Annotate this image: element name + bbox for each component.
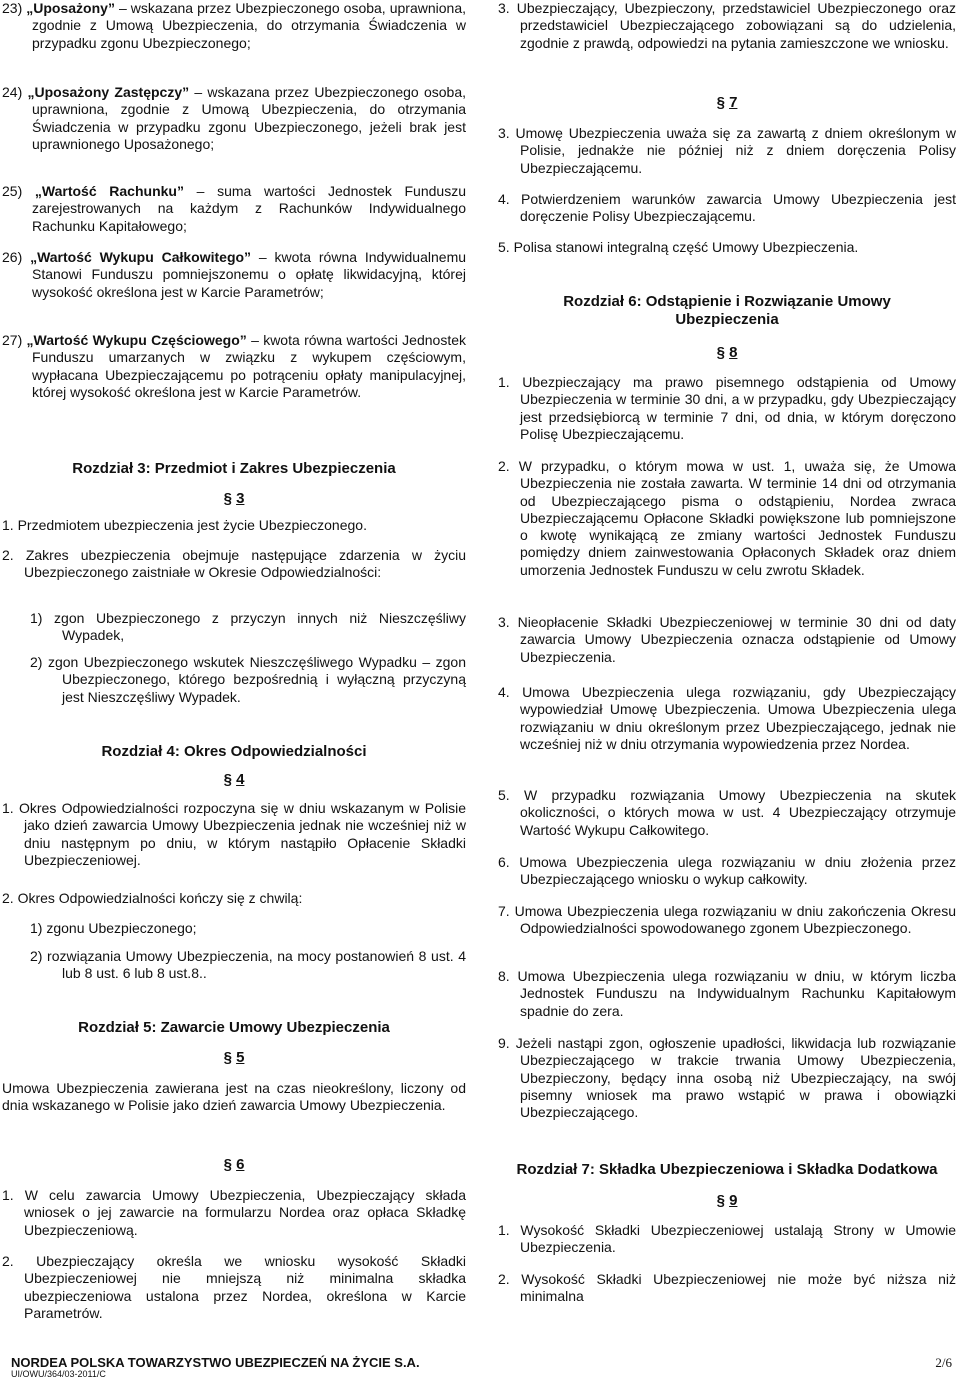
section-6-heading: § 6 [223, 1156, 245, 1173]
s6-para-3: 3. Ubezpieczający, Ubezpieczony, przedstawiciel Ubezpieczonego oraz przedstawiciel Ubezpieczającego zobowiązani są do udzielenia, zgodnie z prawdą, odpowiedzi na pytania zamieszczone we wniosku. [498, 0, 956, 51]
section-8-heading: § 8 [716, 344, 738, 361]
chapter-7-title: Rozdział 7: Składka Ubezpieczeniowa i Składka Dodatkowa [516, 1161, 938, 1178]
s6-para-2: 2. Ubezpieczający określa we wniosku wysokość Składki Ubezpieczeniowej nie mniejszą niż minimalna składka ubezpieczeniowa ustalona przez Nordea, określona w Karcie Parametrów. [2, 1253, 466, 1321]
ch4-para-2-item-1: 1) zgonu Ubezpieczonego; [30, 920, 197, 936]
s7-para-4: 4. Potwierdzeniem warunków zawarcia Umowy Ubezpieczenia jest doręczenie Polisy Ubezpieczającemu. [498, 191, 956, 225]
definition-24: 24) „Uposażony Zastępczy” – wskazana przez Ubezpieczonego osoba, uprawniona, zgodnie z Umową Ubezpieczenia, do otrzymania Świadczenia w przypadku zgonu Ubezpieczonego, jeżeli brak jest uprawnionego Uposażonego; [2, 84, 466, 152]
ch5-para: Umowa Ubezpieczenia zawierana jest na czas nieokreślony, liczony od dnia wskazanego w Polisie jako dzień zawarcia Umowy Ubezpieczenia. [2, 1080, 466, 1114]
s8-para-8: 8. Umowa Ubezpieczenia ulega rozwiązaniu w dniu, w którym liczba Jednostek Funduszu na Indywidualnym Rachunku Kapitałowym spadnie do zera. [498, 968, 956, 1019]
ch4-para-2: 2. Okres Odpowiedzialności kończy się z chwilą: [2, 890, 303, 906]
s8-para-4: 4. Umowa Ubezpieczenia ulega rozwiązaniu, gdy Ubezpieczający wypowiedział Umowę Ubezpieczenia. Umowa Ubezpieczenia ulega rozwiązaniu w dniu określonym przez Ubezpieczającego, jednak nie wcześniej niż w dniu otrzymania wypowiedzenia przez Nordea. [498, 684, 956, 752]
page-number: 2/6 [935, 1355, 952, 1370]
ch3-para-2-item-2: 2) zgon Ubezpieczonego wskutek Nieszczęśliwego Wypadku – zgon Ubezpieczonego, którego bezpośrednią i wyłączną przyczyną jest Nieszczęśliwy Wypadek. [30, 654, 466, 705]
s7-para-5: 5. Polisa stanowi integralną część Umowy Ubezpieczenia. [498, 239, 859, 255]
s8-para-7: 7. Umowa Ubezpieczenia ulega rozwiązaniu w dniu zakończenia Okresu Odpowiedzialności spowodowanego zgonem Ubezpieczonego. [498, 903, 956, 937]
s9-para-1: 1. Wysokość Składki Ubezpieczeniowej ustalają Strony w Umowie Ubezpieczenia. [498, 1222, 956, 1256]
definition-26: 26) „Wartość Wykupu Całkowitego” – kwota równa Indywidualnemu Stanowi Funduszu pomniejszonemu o opłatę likwidacyjną, której wysokość określona jest w Karcie Parametrów; [2, 249, 467, 300]
s8-para-9: 9. Jeżeli nastąpi zgon, ogłoszenie upadłości, likwidacja lub rozwiązanie Ubezpieczającego w trakcie trwania Umowy Ubezpieczenia, Ubezpieczony, będący inna osobą niż Ubezpieczający, na swój pisemny wniosek ma prawo wstąpić w prawa i obowiązki Ubezpieczającego. [498, 1035, 956, 1121]
s8-para-3: 3. Nieopłacenie Składki Ubezpieczeniowej w terminie 30 dni od daty zawarcia Umowy Ubezpieczenia oznacza odstąpienie od Umowy Ubezpieczenia. [498, 614, 956, 665]
s8-para-2: 2. W przypadku, o którym mowa w ust. 1, uważa się, że Umowa Ubezpieczenia nie została zawarta. W terminie 14 dni od otrzymania od Ubezpieczającego pisma o odstąpieniu, Nordea zwraca Ubezpieczającemu Opłacone Składki powiększone lub pomniejszone o kwotę wynikającą ze zmiany wartości Jednostek Funduszu pomiędzy dniem zainwestowania Opłaconych Składek oraz dniem umorzenia Jednostek Funduszu w celu zwrotu Składek. [498, 458, 956, 578]
chapter-3-title: Rozdział 3: Przedmiot i Zakres Ubezpieczenia [72, 460, 396, 477]
footer-document-code: UI/OWU/364/03-2011/C [11, 1369, 106, 1379]
section-3-heading: § 3 [223, 490, 245, 507]
ch3-para-2: 2. Zakres ubezpieczenia obejmuje następujące zdarzenia w życiu Ubezpieczonego zaistniałe w Okresie Odpowiedzialności: [2, 547, 466, 581]
s7-para-3: 3. Umowę Ubezpieczenia uważa się za zawartą z dniem określonym w Polisie, jednakże nie później niż z dniem doręczenia Polisy Ubezpieczającemu. [498, 125, 956, 176]
ch4-para-2-item-2: 2) rozwiązania Umowy Ubezpieczenia, na mocy postanowień 8 ust. 4 lub 8 ust. 6 lub 8 ust.8.. [30, 948, 466, 982]
section-9-heading: § 9 [716, 1192, 738, 1209]
s8-para-6: 6. Umowa Ubezpieczenia ulega rozwiązaniu w dniu złożenia przez Ubezpieczającego wniosku o wykup całkowity. [498, 854, 956, 888]
chapter-6-title: Rozdział 6: Odstąpienie i Rozwiązanie Umowy Ubezpieczenia [563, 293, 891, 328]
section-4-heading: § 4 [223, 771, 245, 788]
s9-para-2: 2. Wysokość Składki Ubezpieczeniowej nie może być niższa niż minimalna [498, 1271, 956, 1305]
definition-25: 25) „Wartość Rachunku” – suma wartości Jednostek Funduszu zarejestrowanych na każdym z Rachunków Indywidualnego Rachunku Kapitałowego; [2, 183, 466, 234]
section-5-heading: § 5 [223, 1049, 245, 1066]
section-7-heading: § 7 [716, 94, 738, 111]
definition-23: 23) „Uposażony” – wskazana przez Ubezpieczonego osoba, uprawniona, zgodnie z Umową Ubezpieczenia, do otrzymania Świadczenia w przypadku zgonu Ubezpieczonego; [2, 0, 466, 51]
footer-company-name: NORDEA POLSKA TOWARZYSTWO UBEZPIECZEŃ NA ŻYCIE S.A. [11, 1355, 420, 1370]
ch3-para-1: 1. Przedmiotem ubezpieczenia jest życie Ubezpieczonego. [2, 517, 367, 533]
chapter-4-title: Rozdział 4: Okres Odpowiedzialności [101, 743, 367, 760]
s8-para-1: 1. Ubezpieczający ma prawo pisemnego odstąpienia od Umowy Ubezpieczenia w terminie 30 dni, a w przypadku, gdy Ubezpieczający jest przedsiębiorcą w terminie 7 dni, od dnia, w którym doręczono Polisę Ubezpieczającemu. [498, 374, 956, 442]
s8-para-5: 5. W przypadku rozwiązania Umowy Ubezpieczenia na skutek okoliczności, o których mowa w ust. 4 Ubezpieczający otrzymuje Wartość Wykupu Całkowitego. [498, 787, 956, 838]
ch4-para-1: 1. Okres Odpowiedzialności rozpoczyna się w dniu wskazanym w Polisie jako dzień zawarcia Umowy Ubezpieczenia jednak nie wcześniej niż w dniu następnym po dniu, w którym nastąpiło Opłacenie Składki Ubezpieczeniowej. [2, 800, 466, 868]
s6-para-1: 1. W celu zawarcia Umowy Ubezpieczenia, Ubezpieczający składa wniosek o jej zawarcie na formularzu Nordea oraz opłaca Składkę Ubezpieczeniową. [2, 1187, 466, 1238]
definition-27: 27) „Wartość Wykupu Częściowego” – kwota równa wartości Jednostek Funduszu umarzanych w związku z wykupem częściowym, wypłacana Ubezpieczającemu po potrąceniu opłaty manipulacyjnej, której wysokość określona jest w Karcie Parametrów. [2, 332, 466, 400]
chapter-5-title: Rozdział 5: Zawarcie Umowy Ubezpieczenia [78, 1019, 390, 1036]
ch3-para-2-item-1: 1) zgon Ubezpieczonego z przyczyn innych niż Nieszczęśliwy Wypadek, [30, 610, 466, 644]
